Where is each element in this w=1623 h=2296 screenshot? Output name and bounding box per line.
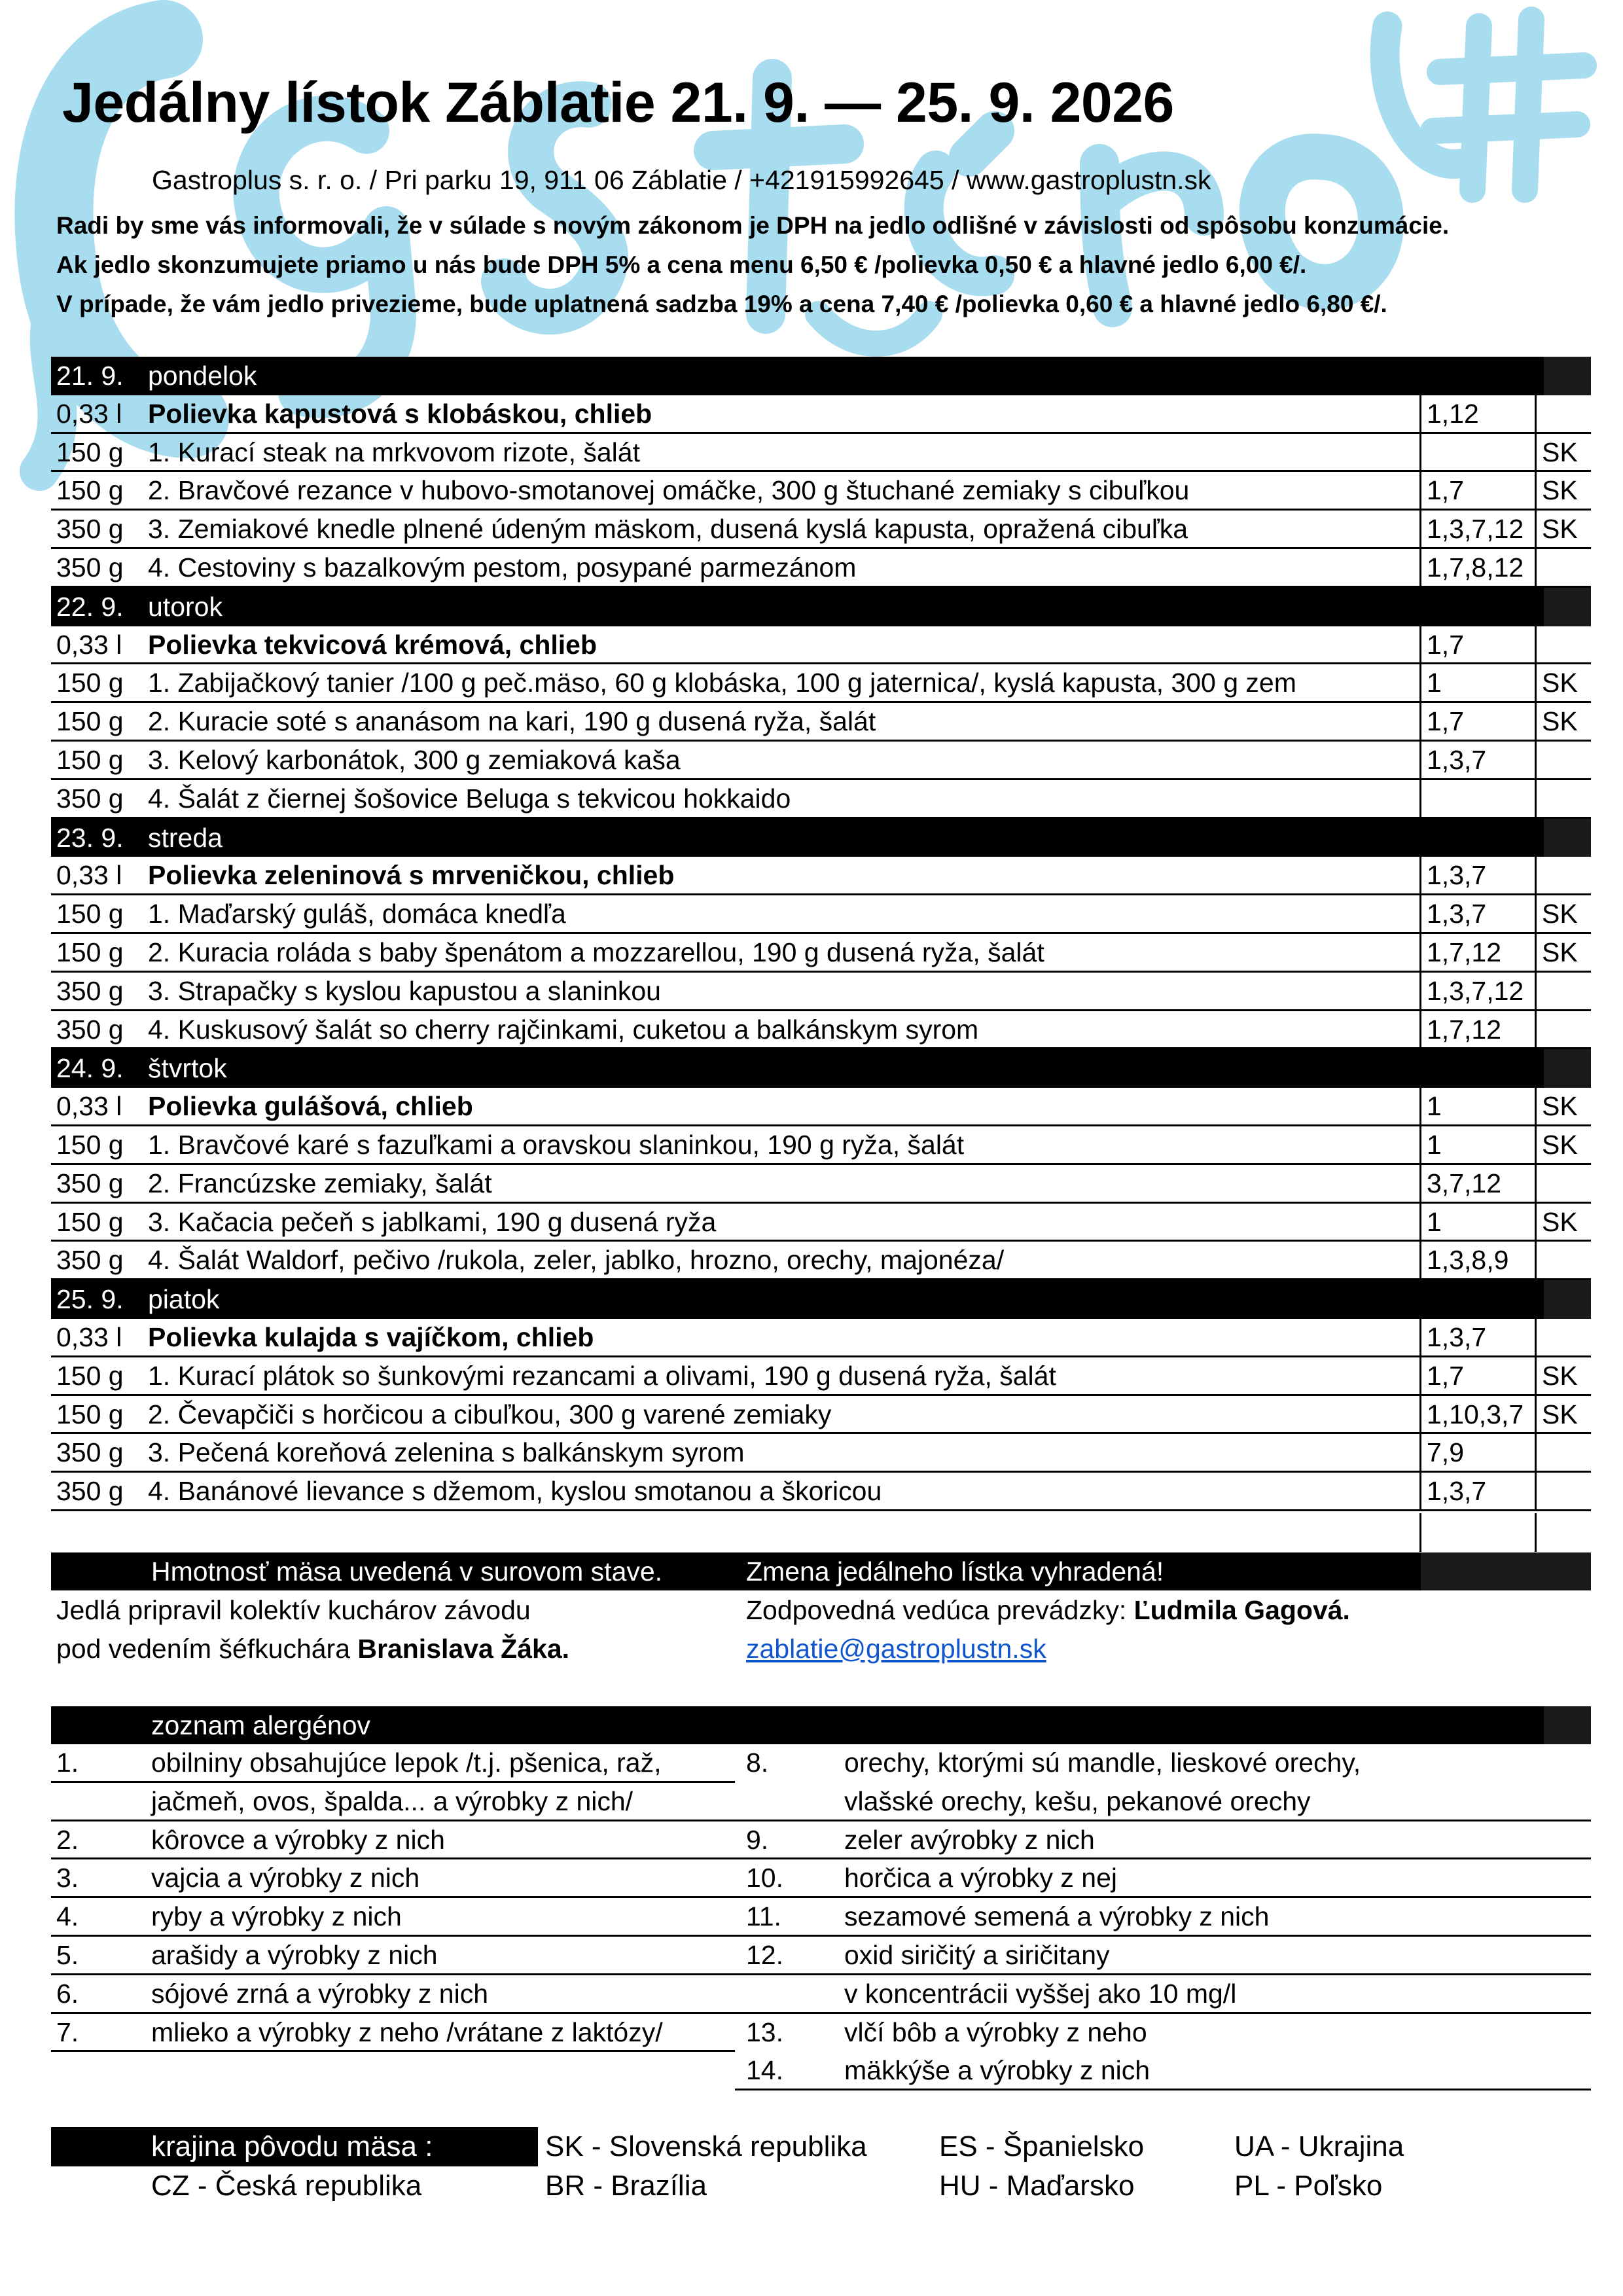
menu-table — [51, 357, 1591, 1511]
meal-row — [51, 934, 1591, 973]
dish-name: 2. Kuracie soté s ananásom na kari, 190 g dusená ryža, šalát — [148, 703, 1421, 740]
origin-country: BR - Brazília — [545, 2170, 707, 2202]
portion-weight: 350 g — [56, 552, 124, 583]
meal-row — [51, 1357, 1591, 1396]
allergen-text: zeler avýrobky z nich — [844, 1824, 1095, 1855]
allergen-row — [51, 2052, 1591, 2090]
dish-name: 4. Šalát Waldorf, pečivo /rukola, zeler, jablko, hrozno, orechy, majonéza/ — [148, 1242, 1421, 1278]
dish-name: 1. Zabijačkový tanier /100 g peč.mäso, 60 g klobáska, 100 g jaternica/, kyslá kapusta, 300 g zem — [148, 664, 1421, 701]
origin-country-code — [1537, 1473, 1591, 1509]
origin-country-code — [1537, 1165, 1591, 1202]
day-header-row — [51, 357, 1591, 395]
dish-name: 2. Bravčové rezance v hubovo-smotanovej omáčke, 300 g štuchané zemiaky s cibuľkou — [148, 472, 1421, 509]
vat-notice-line: Ak jedlo skonzumujete priamo u nás bude DPH 5% a cena menu 6,50 € /polievka 0,50 € a hlavné jedlo 6,00 €/. — [56, 251, 1307, 278]
meal-row — [51, 1126, 1591, 1165]
origin-country-code — [1537, 549, 1591, 586]
vat-notice-line: V prípade, že vám jedlo privezieme, bude uplatnená sadzba 19% a cena 7,40 € /polievka 0,60 € a hlavné jedlo 6,80 €/. — [56, 291, 1387, 317]
soup-row — [51, 626, 1591, 665]
allergen-text: vlčí bôb a výrobky z neho — [844, 2017, 1147, 2047]
allergen-codes: 1,7 — [1421, 703, 1537, 740]
origin-country-code: SK — [1542, 437, 1578, 467]
portion-weight: 150 g — [56, 899, 124, 929]
allergen-number: 1. — [56, 1748, 79, 1778]
meat-origin-label-bar — [51, 2127, 538, 2166]
portion-weight: 150 g — [56, 937, 124, 967]
allergen-text: jačmeň, ovos, špalda... a výrobky z nich/ — [151, 1785, 633, 1816]
dish-name: 4. Cestoviny s bazalkovým pestom, posypané parmezánom — [148, 549, 1421, 586]
dish-name: Polievka gulášová, chlieb — [148, 1088, 1421, 1124]
allergen-codes: 1,3,7 — [1421, 895, 1537, 932]
meal-row — [51, 664, 1591, 703]
portion-weight: 150 g — [56, 668, 124, 698]
meal-row — [51, 1165, 1591, 1204]
allergen-text: mäkkýše a výrobky z nich — [844, 2055, 1150, 2086]
allergen-text: arašidy a výrobky z nich — [151, 1939, 438, 1970]
allergen-text: sezamové semená a výrobky z nich — [844, 1901, 1270, 1932]
meal-row — [51, 1396, 1591, 1435]
dish-name: 2. Čevapčiči s horčicou a cibuľkou, 300 g varené zemiaky — [148, 1396, 1421, 1433]
origin-country: CZ - Česká republika — [151, 2170, 422, 2202]
portion-weight: 150 g — [56, 706, 124, 737]
allergen-codes: 1,3,7,12 — [1421, 511, 1537, 547]
allergen-codes: 1 — [1421, 1088, 1537, 1124]
portion-weight: 150 g — [56, 437, 124, 467]
portion-weight: 150 g — [56, 1399, 124, 1429]
menu-spacer-row — [51, 1513, 1591, 1552]
day-name: pondelok — [148, 361, 257, 391]
portion-weight: 150 g — [56, 475, 124, 506]
dish-name: Polievka kulajda s vajíčkom, chlieb — [148, 1319, 1421, 1355]
allergen-number: 2. — [56, 1824, 79, 1855]
origin-country-code — [1537, 973, 1591, 1009]
origin-country-code: SK — [1542, 475, 1578, 506]
allergen-list-header — [51, 1706, 1591, 1744]
allergen-number: 9. — [746, 1824, 769, 1855]
chef-line — [56, 1630, 569, 1668]
dish-name: 3. Kačacia pečeň s jablkami, 190 g dusená ryža — [148, 1204, 1421, 1240]
vat-notice-line: Radi by sme vás informovali, že v súlade s novým zákonom je DPH na jedlo odlišné v závislosti od spôsobu konzumácie. — [56, 212, 1450, 239]
meal-row — [51, 895, 1591, 934]
allergen-codes: 1,3,7,12 — [1421, 973, 1537, 1009]
portion-weight: 350 g — [56, 1014, 124, 1045]
page-title: Jedálny lístok Záblatie 21. 9. — 25. 9. 2026 — [62, 71, 1174, 134]
allergen-text: sójové zrná a výrobky z nich — [151, 1978, 489, 2009]
allergen-text: horčica a výrobky z nej — [844, 1863, 1118, 1893]
origin-country-code — [1537, 742, 1591, 778]
allergen-codes: 3,7,12 — [1421, 1165, 1537, 1202]
origin-country-code: SK — [1542, 1129, 1578, 1160]
dish-name: Polievka kapustová s klobáskou, chlieb — [148, 395, 1421, 432]
day-header-tail — [1544, 1280, 1591, 1319]
allergen-codes: 7,9 — [1421, 1434, 1537, 1471]
portion-weight: 350 g — [56, 514, 124, 545]
portion-weight: 350 g — [56, 1245, 124, 1276]
dish-name: Polievka tekvicová krémová, chlieb — [148, 626, 1421, 663]
origin-country: ES - Španielsko — [939, 2130, 1145, 2162]
allergen-codes: 1,3,7 — [1421, 742, 1537, 778]
meal-row — [51, 472, 1591, 511]
portion-weight: 0,33 l — [56, 398, 122, 429]
allergen-text: vajcia a výrobky z nich — [151, 1863, 420, 1893]
meal-row — [51, 742, 1591, 780]
origin-country-code: SK — [1542, 706, 1578, 737]
dish-name: 1. Bravčové karé s fazuľkami a oravskou slaninkou, 190 g ryža, šalát — [148, 1126, 1421, 1163]
origin-country: SK - Slovenská republika — [545, 2130, 867, 2162]
portion-weight: 350 g — [56, 1437, 124, 1468]
allergen-codes: 1,3,7 — [1421, 1319, 1537, 1355]
day-name: utorok — [148, 591, 223, 622]
origin-country-code — [1537, 1319, 1591, 1355]
allergen-codes: 1 — [1421, 1126, 1537, 1163]
allergen-number: 14. — [746, 2055, 783, 2086]
origin-country-code — [1537, 780, 1591, 817]
allergen-codes: 1,7 — [1421, 1357, 1537, 1394]
allergen-number: 11. — [746, 1901, 781, 1932]
allergen-number: 8. — [746, 1748, 769, 1778]
company-contact-line: Gastroplus s. r. o. / Pri parku 19, 911 06 Záblatie / +421915992645 / www.gastroplustn.sk — [152, 165, 1211, 195]
allergen-codes: 1,7 — [1421, 472, 1537, 509]
day-date: 23. 9. — [56, 822, 124, 853]
manager-line-prefix: Zodpovedná vedúca prevádzky: — [746, 1595, 1134, 1625]
portion-weight: 350 g — [56, 975, 124, 1006]
day-header-tail — [1544, 1049, 1591, 1088]
allergen-codes — [1421, 780, 1537, 817]
meal-row — [51, 1011, 1591, 1050]
dish-name: 4. Šalát z čiernej šošovice Beluga s tekvicou hokkaido — [148, 780, 1421, 817]
day-name: streda — [148, 822, 223, 853]
contact-email-link[interactable]: zablatie@gastroplustn.sk — [746, 1634, 1046, 1664]
dish-name: Polievka zeleninová s mrveničkou, chlieb — [148, 857, 1421, 893]
meal-row — [51, 434, 1591, 473]
manager-name: Ľudmila Gagová. — [1133, 1595, 1350, 1625]
meal-row — [51, 780, 1591, 819]
info-bar-tail — [1421, 1552, 1591, 1590]
portion-weight: 0,33 l — [56, 629, 122, 660]
portion-weight: 150 g — [56, 1206, 124, 1237]
origin-country: HU - Maďarsko — [939, 2170, 1135, 2202]
dish-name: 1. Kurací steak na mrkvovom rizote, šalát — [148, 434, 1421, 471]
allergen-number: 7. — [56, 2017, 79, 2047]
allergen-codes: 1,7,8,12 — [1421, 549, 1537, 586]
allergen-row — [51, 1898, 1591, 1937]
allergen-row — [51, 1975, 1591, 2014]
day-header-tail — [1544, 819, 1591, 857]
origin-country-code — [1537, 1242, 1591, 1278]
chef-line-prefix: pod vedením šéfkuchára — [56, 1634, 358, 1664]
origin-country-code: SK — [1542, 514, 1578, 545]
allergen-codes: 1,3,8,9 — [1421, 1242, 1537, 1278]
allergen-rows — [51, 1744, 1591, 2090]
allergen-text: orechy, ktorými sú mandle, lieskové orechy, — [844, 1748, 1361, 1778]
chef-name: Branislava Žáka. — [357, 1634, 570, 1664]
portion-weight: 0,33 l — [56, 1321, 122, 1352]
allergen-number: 10. — [746, 1863, 783, 1893]
meal-row — [51, 549, 1591, 588]
dish-name: 2. Francúzske zemiaky, šalát — [148, 1165, 1421, 1202]
allergen-row — [51, 1859, 1591, 1898]
day-date: 21. 9. — [56, 361, 124, 391]
allergen-header-tail — [1544, 1706, 1591, 1744]
origin-country-code: SK — [1542, 1091, 1578, 1122]
dish-name: 1. Kurací plátok so šunkovými rezancami a olivami, 190 g dusená ryža, šalát — [148, 1357, 1421, 1394]
allergen-text: vlašské orechy, kešu, pekanové orechy — [844, 1785, 1311, 1816]
day-date: 25. 9. — [56, 1284, 124, 1315]
allergen-codes: 1,7,12 — [1421, 1011, 1537, 1048]
vat-notice — [56, 206, 1449, 324]
day-header-row — [51, 588, 1591, 626]
meal-row — [51, 703, 1591, 742]
day-name: štvrtok — [148, 1053, 227, 1084]
origin-country-code: SK — [1542, 899, 1578, 929]
origin-country-code: SK — [1542, 1399, 1578, 1429]
portion-weight: 350 g — [56, 783, 124, 814]
origin-country-code — [1537, 626, 1591, 663]
allergen-number: 13. — [746, 2017, 783, 2047]
allergen-codes: 1,7,12 — [1421, 934, 1537, 971]
dish-name: 4. Banánové lievance s džemom, kyslou smotanou a škoricou — [148, 1473, 1421, 1509]
portion-weight: 0,33 l — [56, 1091, 122, 1122]
allergen-row — [51, 1937, 1591, 1975]
portion-weight: 0,33 l — [56, 860, 122, 891]
allergen-number: 4. — [56, 1901, 79, 1932]
origin-country-code — [1537, 1434, 1591, 1471]
day-header-tail — [1544, 357, 1591, 395]
allergen-text: obilniny obsahujúce lepok /t.j. pšenica, raž, — [151, 1748, 662, 1778]
allergen-number: 12. — [746, 1939, 783, 1970]
allergen-text: v koncentrácii vyššej ako 10 mg/l — [844, 1978, 1237, 2009]
allergen-text: mlieko a výrobky z neho /vrátane z laktózy/ — [151, 2017, 663, 2047]
day-date: 24. 9. — [56, 1053, 124, 1084]
allergen-text: oxid siričitý a siričitany — [844, 1939, 1110, 1970]
allergen-codes: 1,3,7 — [1421, 857, 1537, 893]
allergen-codes: 1,3,7 — [1421, 1473, 1537, 1509]
allergen-codes — [1421, 434, 1537, 471]
meal-row — [51, 973, 1591, 1011]
allergen-number: 6. — [56, 1978, 79, 2009]
dish-name: 3. Kelový karbonátok, 300 g zemiaková kaša — [148, 742, 1421, 778]
dish-name: 3. Zemiakové knedle plnené údeným mäskom, dusená kyslá kapusta, opražená cibuľka — [148, 511, 1421, 547]
meat-weight-note: Hmotnosť mäsa uvedená v surovom stave. — [151, 1556, 663, 1587]
origin-country-code — [1537, 395, 1591, 432]
meal-row — [51, 1473, 1591, 1511]
origin-country-code: SK — [1542, 1360, 1578, 1391]
dish-name: 1. Maďarský guláš, domáca knedľa — [148, 895, 1421, 932]
allergen-number: 5. — [56, 1939, 79, 1970]
soup-row — [51, 395, 1591, 434]
day-date: 22. 9. — [56, 591, 124, 622]
allergen-codes: 1,10,3,7 — [1421, 1396, 1537, 1433]
allergen-row — [51, 1821, 1591, 1860]
portion-weight: 350 g — [56, 1168, 124, 1198]
allergen-list — [51, 1706, 1591, 2090]
dish-name: 3. Strapačky s kyslou kapustou a slaninkou — [148, 973, 1421, 1009]
allergen-row — [51, 1783, 1591, 1821]
dish-name: 3. Pečená koreňová zelenina s balkánskym syrom — [148, 1434, 1421, 1471]
origin-country-code — [1537, 1011, 1591, 1048]
origin-country: PL - Poľsko — [1234, 2170, 1383, 2202]
meal-row — [51, 511, 1591, 549]
allergen-number: 3. — [56, 1863, 79, 1893]
origin-country: UA - Ukrajina — [1234, 2130, 1404, 2162]
info-bar — [51, 1552, 1591, 1590]
prepared-by-line: Jedlá pripravil kolektív kuchárov závodu — [56, 1595, 531, 1625]
allergen-text: kôrovce a výrobky z nich — [151, 1824, 445, 1855]
allergen-row — [51, 2014, 1591, 2053]
day-header-row — [51, 819, 1591, 857]
allergen-row — [51, 1744, 1591, 1783]
soup-row — [51, 1088, 1591, 1126]
origin-country-code — [1537, 857, 1591, 893]
row-divider — [735, 2089, 1591, 2090]
dish-name: 2. Kuracia roláda s baby špenátom a mozzarellou, 190 g dusená ryža, šalát — [148, 934, 1421, 971]
portion-weight: 150 g — [56, 1129, 124, 1160]
origin-country-code: SK — [1542, 937, 1578, 967]
origin-country-code: SK — [1542, 668, 1578, 698]
day-name: piatok — [148, 1284, 220, 1315]
portion-weight: 150 g — [56, 744, 124, 775]
portion-weight: 150 g — [56, 1360, 124, 1391]
origin-country-code: SK — [1542, 1206, 1578, 1237]
day-header-row — [51, 1049, 1591, 1088]
allergen-codes: 1 — [1421, 1204, 1537, 1240]
day-header-tail — [1544, 588, 1591, 626]
soup-row — [51, 1319, 1591, 1357]
day-header-row — [51, 1280, 1591, 1319]
meat-origin-label: krajina pôvodu mäsa : — [151, 2130, 433, 2162]
portion-weight: 350 g — [56, 1476, 124, 1507]
manager-line — [746, 1591, 1350, 1630]
allergen-list-heading: zoznam alergénov — [151, 1710, 371, 1740]
dish-name: 4. Kuskusový šalát so cherry rajčinkami, cuketou a balkánskym syrom — [148, 1011, 1421, 1048]
meal-row — [51, 1434, 1591, 1473]
allergen-text: ryby a výrobky z nich — [151, 1901, 402, 1932]
menu-change-note: Zmena jedálneho lístka vyhradená! — [746, 1556, 1164, 1587]
meal-row — [51, 1242, 1591, 1280]
allergen-codes: 1,12 — [1421, 395, 1537, 432]
meal-row — [51, 1204, 1591, 1242]
allergen-codes: 1 — [1421, 664, 1537, 701]
allergen-codes: 1,7 — [1421, 626, 1537, 663]
soup-row — [51, 857, 1591, 895]
